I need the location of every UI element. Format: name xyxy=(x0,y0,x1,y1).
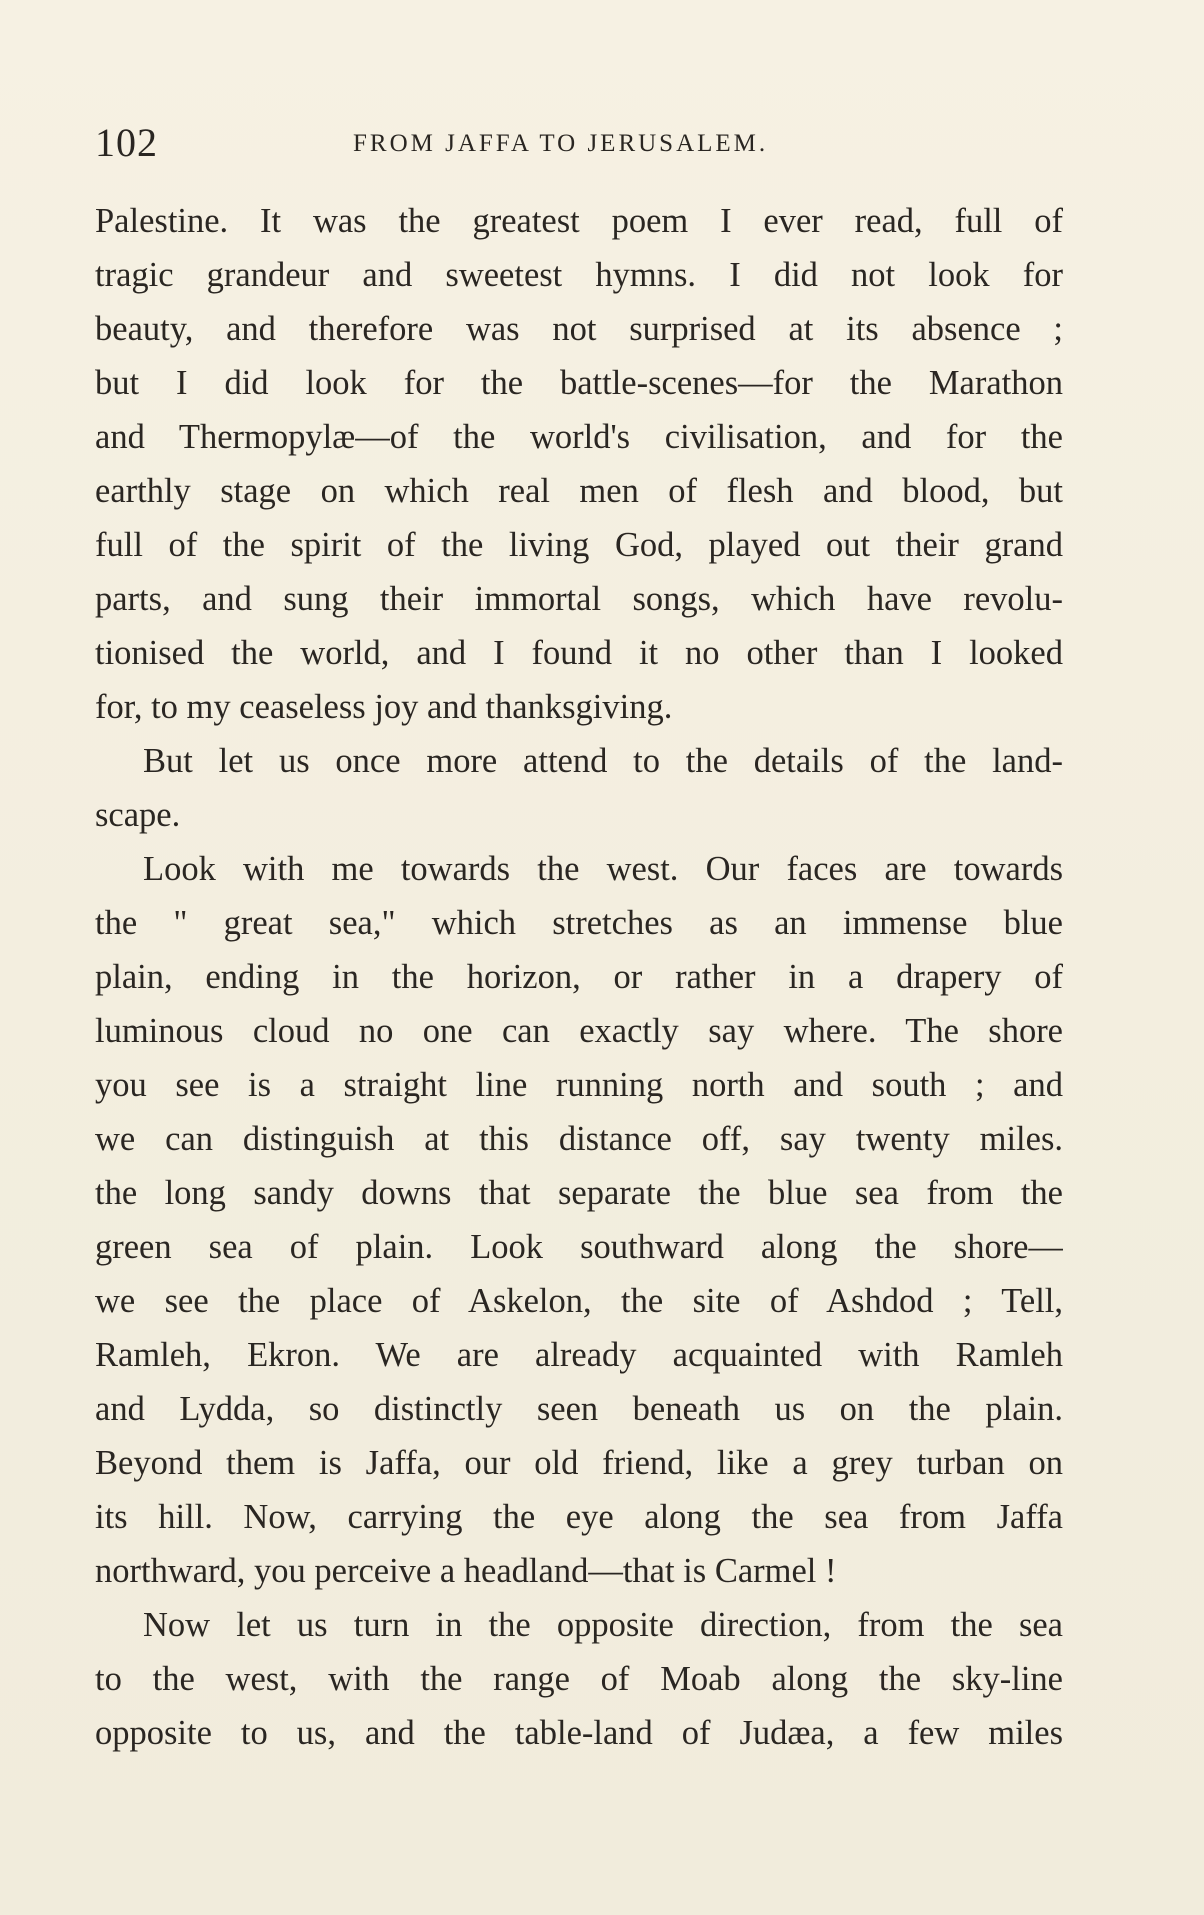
running-title: FROM JAFFA TO JERUSALEM. xyxy=(353,130,769,157)
text-line: Beyond them is Jaffa, our old friend, like a grey turban on xyxy=(95,1444,1063,1482)
text-line: Look with me towards the west. Our faces are towards xyxy=(143,850,1063,888)
text-line: we see the place of Askelon, the site of Ashdod ; Tell, xyxy=(95,1282,1063,1320)
text-line: tionised the world, and I found it no other than I looked xyxy=(95,634,1063,672)
body-text xyxy=(95,194,1063,1760)
text-line: tragic grandeur and sweetest hymns. I did not look for xyxy=(95,256,1063,294)
text-line: opposite to us, and the table-land of Judæa, a few miles xyxy=(95,1714,1063,1752)
text-line: its hill. Now, carrying the eye along the sea from Jaffa xyxy=(95,1498,1063,1536)
text-line: plain, ending in the horizon, or rather in a drapery of xyxy=(95,958,1063,996)
text-line: to the west, with the range of Moab along the sky-line xyxy=(95,1660,1063,1698)
text-line: Now let us turn in the opposite direction, from the sea xyxy=(143,1606,1063,1644)
text-line: Ramleh, Ekron. We are already acquainted with Ramleh xyxy=(95,1336,1063,1374)
text-line: But let us once more attend to the details of the land- xyxy=(143,742,1063,780)
text-line: the " great sea," which stretches as an immense blue xyxy=(95,904,1063,942)
text-line: we can distinguish at this distance off, say twenty miles. xyxy=(95,1120,1063,1158)
page-number: 102 xyxy=(95,120,158,165)
text-line: parts, and sung their immortal songs, which have revolu- xyxy=(95,580,1063,618)
text-line: for, to my ceaseless joy and thanksgiving. xyxy=(95,688,673,726)
text-line: the long sandy downs that separate the blue sea from the xyxy=(95,1174,1063,1212)
text-line: but I did look for the battle-scenes—for the Marathon xyxy=(95,364,1063,402)
text-line: earthly stage on which real men of flesh and blood, but xyxy=(95,472,1063,510)
text-line: beauty, and therefore was not surprised at its absence ; xyxy=(95,310,1063,348)
text-line: and Lydda, so distinctly seen beneath us on the plain. xyxy=(95,1390,1063,1428)
text-line: green sea of plain. Look southward along the shore— xyxy=(95,1228,1063,1266)
text-line: you see is a straight line running north and south ; and xyxy=(95,1066,1063,1104)
text-line: luminous cloud no one can exactly say where. The shore xyxy=(95,1012,1063,1050)
text-line: full of the spirit of the living God, played out their grand xyxy=(95,526,1063,564)
text-line: Palestine. It was the greatest poem I ever read, full of xyxy=(95,202,1063,240)
text-line: and Thermopylæ—of the world's civilisation, and for the xyxy=(95,418,1063,456)
text-line: northward, you perceive a headland—that is Carmel ! xyxy=(95,1552,837,1590)
text-line: scape. xyxy=(95,796,181,834)
running-head xyxy=(95,118,1075,168)
